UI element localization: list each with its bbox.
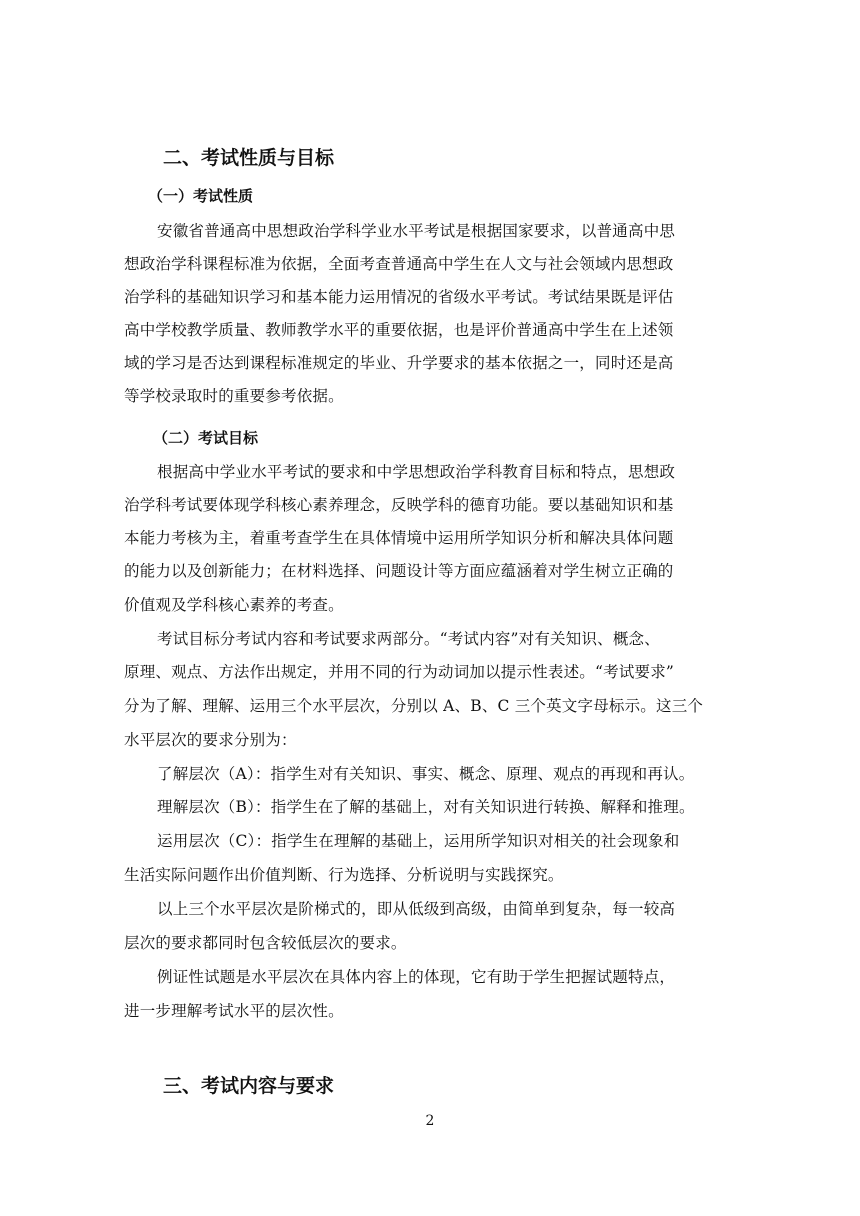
paragraph-line: 以上三个水平层次是阶梯式的，即从低级到高级，由简单到复杂，每一较高 (157, 900, 676, 918)
paragraph-line: 根据高中学业水平考试的要求和中学思想政治学科教育目标和特点，思想政 (157, 463, 676, 481)
level-b-line: 理解层次（B）：指学生在了解的基础上，对有关知识进行转换、解释和推理。 (157, 798, 695, 816)
paragraph-line: 进一步理解考试水平的层次性。 (124, 1002, 344, 1020)
subsection-heading-exam-nature: （一）考试性质 (148, 187, 254, 205)
paragraph-line: 的能力以及创新能力；在材料选择、问题设计等方面应蕴涵着对学生树立正确的 (124, 562, 674, 580)
section-heading-exam-content: 三、考试内容与要求 (163, 1075, 335, 1097)
paragraph-line: 考试目标分考试内容和考试要求两部分。“考试内容”对有关知识、概念、 (157, 630, 660, 648)
paragraph-line: 治学科的基础知识学习和基本能力运用情况的省级水平考试。考试结果既是评估 (124, 288, 674, 306)
paragraph-line: 域的学习是否达到课程标准规定的毕业、升学要求的基本依据之一，同时还是高 (124, 354, 674, 372)
paragraph-line: 水平层次的要求分别为： (124, 731, 297, 749)
paragraph-line: 层次的要求都同时包含较低层次的要求。 (124, 934, 407, 952)
paragraph-line: 原理、观点、方法作出规定，并用不同的行为动词加以提示性表述。“考试要求” (124, 663, 675, 681)
paragraph-line: 治学科考试要体现学科核心素养理念，反映学科的德育功能。要以基础知识和基 (124, 496, 674, 514)
paragraph-line: 价值观及学科核心素养的考查。 (124, 596, 344, 614)
section-heading-exam-nature: 二、考试性质与目标 (163, 147, 335, 169)
paragraph-line: 高中学校教学质量、教师教学水平的重要依据，也是评价普通高中学生在上述领 (124, 321, 674, 339)
subsection-heading-exam-goal: （二）考试目标 (153, 429, 259, 447)
paragraph-line: 本能力考核为主，着重考查学生在具体情境中运用所学知识分析和解决具体问题 (124, 529, 674, 547)
level-a-line: 了解层次（A）：指学生对有关知识、事实、概念、原理、观点的再现和再认。 (157, 765, 695, 783)
paragraph-line: 分为了解、理解、运用三个水平层次，分别以 A、B、C 三个英文字母标示。这三个 (124, 697, 704, 715)
paragraph-line: 例证性试题是水平层次在具体内容上的体现，它有助于学生把握试题特点， (157, 968, 676, 986)
level-c-line-cont: 生活实际问题作出价值判断、行为选择、分析说明与实践探究。 (124, 866, 564, 884)
paragraph-line: 等学校录取时的重要参考依据。 (124, 387, 344, 405)
page-number: 2 (425, 1113, 435, 1129)
paragraph-line: 想政治学科课程标准为依据，全面考查普通高中学生在人文与社会领域内思想政 (124, 255, 674, 273)
paragraph-line: 安徽省普通高中思想政治学科学业水平考试是根据国家要求，以普通高中思 (157, 222, 676, 240)
level-c-line: 运用层次（C）：指学生在理解的基础上，运用所学知识对相关的社会现象和 (157, 832, 680, 850)
